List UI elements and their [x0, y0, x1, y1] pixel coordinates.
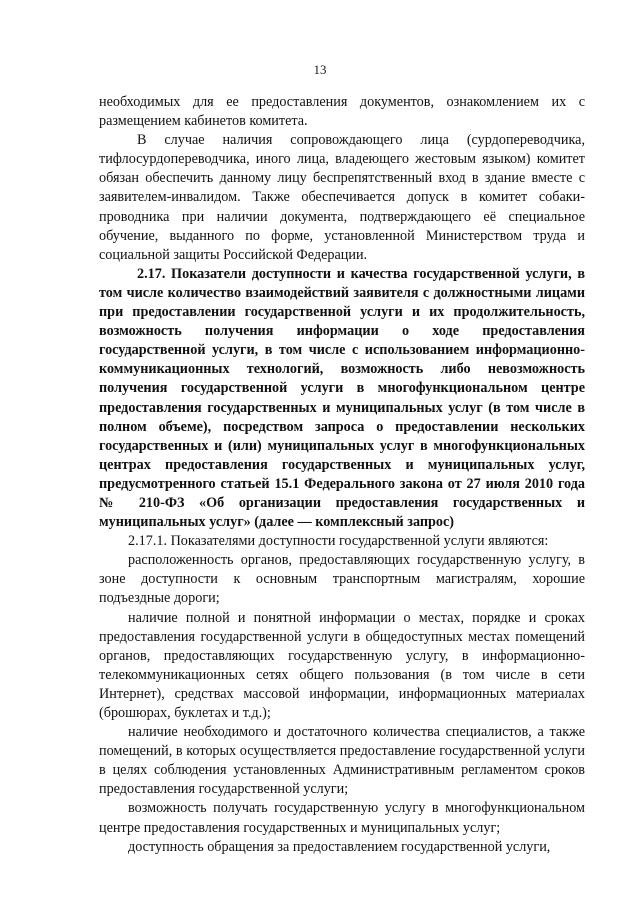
paragraph-continuation: необходимых для ее предоставления документов, ознакомлением их с размещением кабинетов комитета.	[99, 94, 585, 130]
list-item-location: расположенность органов, предоставляющих государственную услугу, в зоне доступности к основным транспортным магистралям, хорошие подъездные дороги;	[99, 552, 585, 607]
list-item-mfc: возможность получать государственную услугу в многофункциональном центре предоставления государственных и муниципальных услуг;	[99, 800, 585, 836]
list-item-specialists: наличие необходимого и достаточного количества специалистов, а также помещений, в которых осуществляется предоставление государственной услуги в целях соблюдения установленных Административным регламентом сроков предоставления государственной услуги;	[99, 724, 585, 798]
list-item-accessibility: доступность обращения за предоставлением государственной услуги,	[128, 838, 551, 855]
paragraph-2-17-1: 2.17.1. Показателями доступности государственной услуги являются:	[128, 533, 549, 550]
section-heading-2-17: 2.17. Показатели доступности и качества государственной услуги, в том числе количество взаимодействий заявителя с должностными лицами при предоставлении государственной услуги и их продолжительность, возможность получения информации о ходе предоставления государственной услуги, в том числе с использованием информационно-коммуникационных технологий, возможность либо невозможность получения государственной услуги в многофункциональном центре предоставления государственных и муниципальных услуг (в том числе в полном объеме), посредством запроса о предоставлении нескольких государственных и (или) муниципальных услуг в многофункциональных центрах предоставления государственных и муниципальных услуг, предусмотренного статьей 15.1 Федерального закона от 27 июля 2010 года № 210-ФЗ «Об организации предоставления государственных и муниципальных услуг» (далее — комплексный запрос)	[99, 265, 585, 531]
list-item-information: наличие полной и понятной информации о местах, порядке и сроках предоставления государственной услуги в общедоступных местах помещений органов, предоставляющих государственную услугу, в информационно-телекоммуникационных сетях общего пользования (в том числе в сети Интернет), средствах массовой информации, информационных материалах (брошюрах, буклетах и т.д.);	[99, 609, 585, 721]
paragraph-escort: В случае наличия сопровождающего лица (сурдопереводчика, тифлосурдопереводчика, иного лица, владеющего жестовым языком) комитет обязан обеспечить данному лицу беспрепятственный вход в здание вместе с заявителем-инвалидом. Также обеспечивается допуск в комитет собаки-проводника при наличии документа, подтверждающего её специальное обучение, выданного по форме, установленной Министерством труда и социальной защиты Российской Федерации.	[99, 132, 585, 263]
page-number: 13	[313, 62, 327, 77]
document-body	[99, 93, 585, 857]
